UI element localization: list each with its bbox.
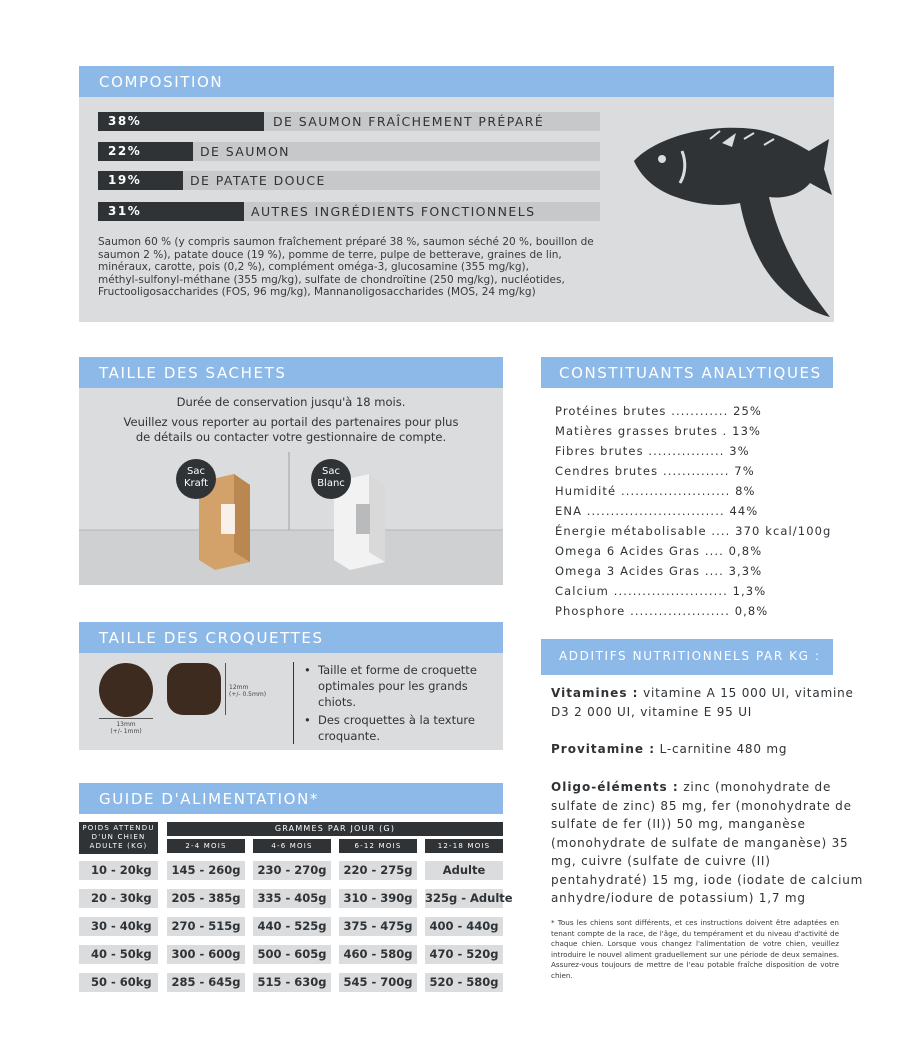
guide-value-cell: Adulte: [425, 861, 503, 880]
guide-value-cell: 440 - 525g: [253, 917, 331, 936]
oligo-paragraph: [551, 778, 871, 908]
constituants-title: CONSTITUANTS ANALYTIQUES: [541, 357, 833, 388]
height-dimension: [229, 684, 266, 698]
guide-value-cell: 145 - 260g: [167, 861, 245, 880]
width-dimension-line: [99, 718, 153, 719]
composition-bar-label: AUTRES INGRÉDIENTS FONCTIONNELS: [251, 204, 536, 219]
guide-weight-header-line: POIDS ATTENDU: [82, 824, 155, 832]
provitamine-text: L-carnitine 480 mg: [659, 742, 788, 756]
croquettes-title: TAILLE DES CROQUETTES: [79, 622, 503, 653]
guide-value-cell: 220 - 275g: [339, 861, 417, 880]
composition-title: COMPOSITION: [79, 66, 834, 97]
bags-illustration: [79, 452, 503, 585]
guide-value-cell: 375 - 475g: [339, 917, 417, 936]
oligo-text: zinc (monohydrate de sulfate de zinc) 85 mg, fer (monohydrate de sulfate de fer (II)) 50 mg, manganèse (monohydrate de sulfate de manganèse) 35 mg, cuivre (sulfate de cuivre (II) pentahydraté) 15 mg, iode (iodate de calcium anhydre/iodure de potassium) 1,7 mg: [551, 780, 864, 905]
composition-panel: [79, 66, 834, 322]
guide-weight-header: [79, 822, 158, 854]
constituant-row: Matières grasses brutes . 13%: [555, 424, 762, 438]
composition-bar-label: DE SAUMON FRAÎCHEMENT PRÉPARÉ: [273, 114, 545, 129]
guide-grams-header: GRAMMES PAR JOUR (G): [167, 822, 503, 836]
guide-value-cell: 460 - 580g: [339, 945, 417, 964]
provitamine-paragraph: [551, 740, 871, 759]
sachets-panel: [79, 357, 503, 585]
guide-weight-header-line: ADULTE (KG): [89, 842, 148, 850]
kraft-bag-badge: [176, 459, 216, 499]
vitamines-label: Vitamines :: [551, 686, 639, 700]
guide-weight-cell: 10 - 20kg: [79, 861, 158, 880]
composition-bar-pct: 19%: [108, 173, 142, 187]
guide-value-cell: 270 - 515g: [167, 917, 245, 936]
badge-line: Kraft: [183, 478, 209, 489]
kibble-round-icon: [99, 663, 153, 717]
oligo-label: Oligo-éléments :: [551, 780, 679, 794]
guide-value-cell: 325g - Adulte: [425, 889, 503, 908]
guide-value-cell: 400 - 440g: [425, 917, 503, 936]
constituant-row: Énergie métabolisable .... 370 kcal/100g: [555, 524, 832, 538]
kibble-square-icon: [167, 663, 221, 715]
constituant-row: Phosphore ..................... 0,8%: [555, 604, 769, 618]
width-value: 13mm: [116, 721, 136, 728]
composition-bar-label: DE SAUMON: [200, 144, 290, 159]
guide-weight-cell: 20 - 30kg: [79, 889, 158, 908]
sachets-info-line: de détails ou contacter votre gestionnaire de compte.: [135, 430, 447, 444]
height-tolerance: (+/- 0.5mm): [229, 691, 267, 698]
guide-value-cell: 335 - 405g: [253, 889, 331, 908]
guide-value-cell: 520 - 580g: [425, 973, 503, 992]
constituants-list: [555, 401, 855, 621]
height-dimension-line: [225, 663, 226, 715]
guide-value-cell: 230 - 270g: [253, 861, 331, 880]
croquettes-bullets: [304, 662, 499, 746]
white-bag-badge: [311, 459, 351, 499]
width-dimension: [99, 721, 153, 735]
composition-bar-4: [98, 202, 600, 221]
composition-text-line: minéraux, carotte, pois (0,2 %), complément oméga-3, glucosamine (355 mg/kg),: [98, 261, 529, 274]
guide-weight-header-line: D'UN CHIEN: [91, 833, 146, 841]
constituant-row: Humidité ....................... 8%: [555, 484, 756, 498]
guide-weight-cell: 30 - 40kg: [79, 917, 158, 936]
sachets-info-line: Veuillez vous reporter au portail des partenaires pour plus: [123, 415, 459, 429]
composition-bar-label: DE PATATE DOUCE: [190, 173, 326, 188]
composition-bar-pct: 31%: [108, 204, 142, 218]
composition-bar-3: [98, 171, 600, 190]
guide-weight-cell: 50 - 60kg: [79, 973, 158, 992]
vitamines-text: vitamine A 15 000 UI, vitamine D3 2 000 UI, vitamine E 95 UI: [551, 686, 854, 719]
guide-title: GUIDE D'ALIMENTATION*: [79, 783, 503, 814]
croquettes-bullet: • Taille et forme de croquette optimales pour les grands chiots.: [304, 662, 499, 710]
composition-text-line: méthyl-sulfonyl-méthane (355 mg/kg), sulfate de chondroïtine (250 mg/kg), nucléotides,: [98, 273, 565, 286]
vitamines-paragraph: [551, 684, 871, 721]
composition-bar-1: [98, 112, 600, 131]
guide-month-header: 12-18 MOIS: [425, 839, 503, 853]
sachets-title: TAILLE DES SACHETS: [79, 357, 503, 388]
constituant-row: Cendres brutes .............. 7%: [555, 464, 755, 478]
guide-value-cell: 515 - 630g: [253, 973, 331, 992]
constituant-row: Fibres brutes ................ 3%: [555, 444, 750, 458]
croquettes-panel: [79, 622, 503, 750]
badge-line: Sac: [187, 466, 205, 477]
guide-value-cell: 500 - 605g: [253, 945, 331, 964]
divider: [293, 662, 294, 744]
sachets-conservation: Durée de conservation jusqu'à 18 mois.: [176, 395, 406, 409]
constituant-row: Calcium ........................ 1,3%: [555, 584, 767, 598]
guide-value-cell: 300 - 600g: [167, 945, 245, 964]
composition-text: [98, 236, 658, 299]
guide-value-cell: 470 - 520g: [425, 945, 503, 964]
badge-line: Sac: [322, 466, 340, 477]
constituant-row: Omega 3 Acides Gras .... 3,3%: [555, 564, 763, 578]
guide-value-cell: 545 - 700g: [339, 973, 417, 992]
salmon-icon: [624, 99, 834, 321]
additifs-title: ADDITIFS NUTRITIONNELS PAR KG :: [541, 639, 833, 675]
guide-month-header: 2-4 MOIS: [167, 839, 245, 853]
guide-weight-cell: 40 - 50kg: [79, 945, 158, 964]
guide-value-cell: 285 - 645g: [167, 973, 245, 992]
guide-month-header: 6-12 MOIS: [339, 839, 417, 853]
width-tolerance: (+/- 1mm): [110, 728, 142, 735]
guide-month-header: 4-6 MOIS: [253, 839, 331, 853]
badge-line: Blanc: [317, 478, 345, 489]
footnote: * Tous les chiens sont différents, et ces instructions doivent être adaptées en tenant compte de la race, de l'âge, du tempérament et du niveau d'activité de chaque chien. Lorsque vous changez l'alimentation de votre chien, veuillez introduire le nouvel aliment graduellement sur une période de deux semaines. Assurez-vous toujours de mettre de l'eau potable fraîche disposition de votre chien.: [551, 918, 839, 980]
constituant-row: ENA ............................. 44%: [555, 504, 759, 518]
composition-text-line: saumon 2 %), patate douce (19 %), pomme de terre, pulpe de betterave, graines de lin,: [98, 248, 562, 261]
composition-bar-2: [98, 142, 600, 161]
composition-bar-pct: 22%: [108, 144, 142, 158]
composition-bar-pct: 38%: [108, 114, 142, 128]
provitamine-label: Provitamine :: [551, 742, 656, 756]
guide-value-cell: 310 - 390g: [339, 889, 417, 908]
composition-text-line: Saumon 60 % (y compris saumon fraîchement préparé 38 %, saumon séché 20 %, bouillon de: [98, 236, 594, 248]
croquettes-bullet: • Des croquettes à la texture croquante.: [304, 712, 499, 744]
constituant-row: Omega 6 Acides Gras .... 0,8%: [555, 544, 763, 558]
constituant-row: Protéines brutes ............ 25%: [555, 404, 762, 418]
composition-text-line: Fructooligosaccharides (FOS, 96 mg/kg), Mannanoligosaccharides (MOS, 24 mg/kg): [98, 286, 536, 299]
guide-value-cell: 205 - 385g: [167, 889, 245, 908]
height-value: 12mm: [229, 684, 249, 691]
